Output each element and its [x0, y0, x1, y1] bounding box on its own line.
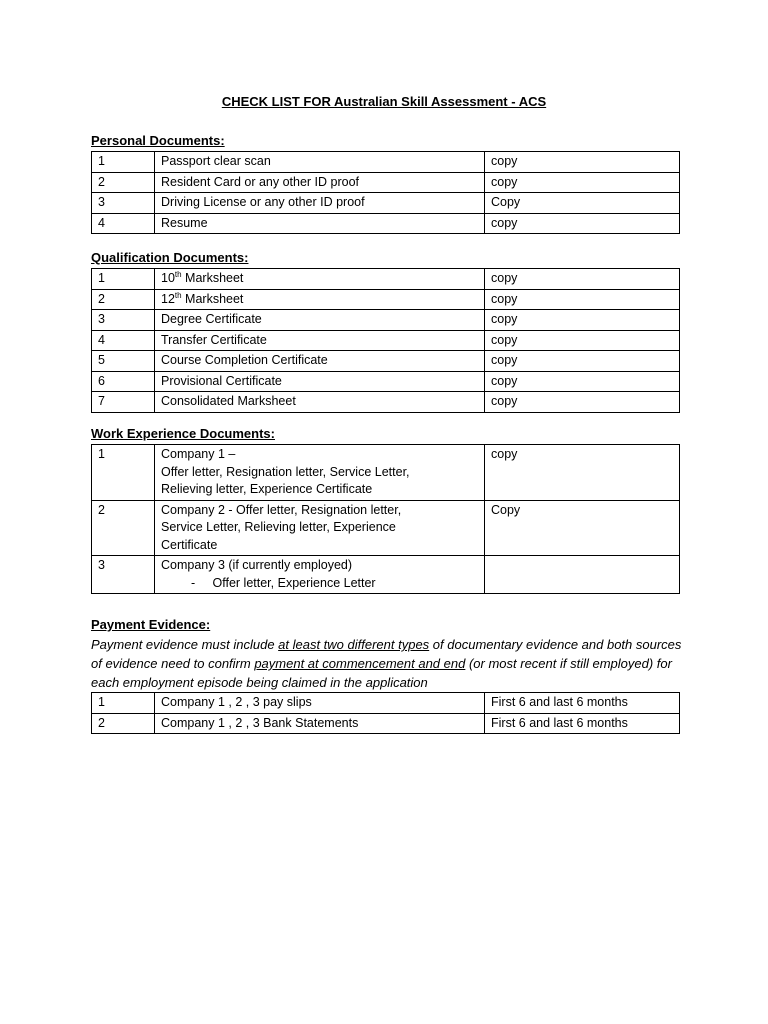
row-status: copy	[485, 392, 680, 413]
qualification-documents-heading: Qualification Documents:	[91, 250, 249, 265]
table-row	[92, 556, 680, 594]
row-item-line: Company 2 - Offer letter, Resignation letter,	[161, 502, 402, 517]
row-item-line: Relieving letter, Experience Certificate	[161, 482, 373, 496]
row-status: copy	[485, 310, 680, 331]
row-status: copy	[485, 371, 680, 392]
row-item	[155, 289, 485, 310]
row-number: 1	[92, 693, 155, 714]
row-item-number: 12	[161, 291, 175, 306]
row-item-number: 10	[161, 271, 175, 285]
row-item	[155, 500, 485, 556]
table-row	[92, 351, 680, 372]
row-status: Copy	[485, 193, 680, 214]
row-number: 4	[92, 213, 155, 234]
payment-evidence-table	[91, 692, 680, 734]
row-item-subline: - Offer letter, Experience Letter	[191, 575, 376, 590]
row-item: Provisional Certificate	[155, 371, 485, 392]
row-status: copy	[485, 213, 680, 234]
row-number: 1	[92, 269, 155, 290]
row-item: Company 1 , 2 , 3 Bank Statements	[155, 713, 485, 734]
row-item: Consolidated Marksheet	[155, 392, 485, 413]
row-number: 4	[92, 330, 155, 351]
row-status: copy	[485, 269, 680, 290]
row-number: 1	[92, 445, 155, 501]
table-row	[92, 213, 680, 234]
table-row	[92, 371, 680, 392]
row-item: Resident Card or any other ID proof	[155, 172, 485, 193]
row-item	[155, 445, 485, 501]
row-item-line: Company 1 –	[161, 447, 236, 461]
row-item-superscript: th	[174, 270, 182, 279]
table-row	[92, 289, 680, 310]
row-number: 3	[92, 556, 155, 594]
row-number: 2	[92, 289, 155, 310]
row-item: Degree Certificate	[155, 310, 485, 331]
work-experience-documents-table	[91, 444, 680, 594]
table-row	[92, 693, 680, 714]
row-item-text: Marksheet	[181, 291, 244, 306]
row-number: 3	[92, 193, 155, 214]
row-status: copy	[485, 351, 680, 372]
row-item-line: Service Letter, Relieving letter, Experience	[161, 520, 396, 534]
table-row	[92, 330, 680, 351]
qualification-documents-table	[91, 268, 680, 413]
row-item: Course Completion Certificate	[155, 351, 485, 372]
payment-text-underlined: at least two different types	[278, 637, 430, 652]
row-status: First 6 and last 6 months	[485, 713, 680, 734]
row-status: copy	[485, 445, 680, 501]
row-number: 2	[92, 172, 155, 193]
row-number: 1	[92, 152, 155, 173]
table-row	[92, 172, 680, 193]
row-item: Driving License or any other ID proof	[155, 193, 485, 214]
row-status: copy	[485, 152, 680, 173]
row-status: copy	[485, 172, 680, 193]
table-row	[92, 152, 680, 173]
row-item: Passport clear scan	[155, 152, 485, 173]
row-number: 7	[92, 392, 155, 413]
row-number: 6	[92, 371, 155, 392]
personal-documents-heading: Personal Documents:	[91, 133, 225, 148]
row-item: Company 1 , 2 , 3 pay slips	[155, 693, 485, 714]
row-status: Copy	[485, 500, 680, 556]
payment-text-part: Payment evidence must include	[91, 637, 279, 652]
row-item-superscript: th	[174, 290, 182, 300]
row-status: copy	[485, 289, 680, 310]
row-item: Transfer Certificate	[155, 330, 485, 351]
row-status: First 6 and last 6 months	[485, 693, 680, 714]
row-number: 3	[92, 310, 155, 331]
row-item-line: Company 3 (if currently employed)	[161, 558, 353, 572]
row-item	[155, 556, 485, 594]
table-row	[92, 500, 680, 556]
table-row	[92, 310, 680, 331]
payment-text-part: of documentary evidence and both sources of evidence need to confirm	[91, 637, 682, 671]
row-number: 2	[92, 500, 155, 556]
row-item-line: Certificate	[161, 537, 218, 552]
personal-documents-table	[91, 151, 680, 234]
work-experience-documents-heading: Work Experience Documents:	[91, 426, 275, 441]
row-item: Resume	[155, 213, 485, 234]
table-row	[92, 713, 680, 734]
row-item	[155, 269, 485, 290]
table-row	[92, 193, 680, 214]
row-number: 5	[92, 351, 155, 372]
row-item-text: Marksheet	[181, 271, 244, 285]
table-row	[92, 445, 680, 501]
row-status	[485, 556, 680, 594]
row-number: 2	[92, 713, 155, 734]
payment-evidence-heading: Payment Evidence:	[91, 617, 211, 632]
row-item-line: Offer letter, Resignation letter, Service Letter,	[161, 464, 410, 479]
page-title: CHECK LIST FOR Australian Skill Assessment - ACS	[221, 94, 547, 109]
payment-text-underlined: payment at commencement and end	[254, 656, 466, 671]
payment-text-part: (or most recent if still employed) for each employment episode being claimed in the application	[91, 656, 672, 690]
table-row	[92, 392, 680, 413]
payment-evidence-text	[91, 635, 691, 692]
row-status: copy	[485, 330, 680, 351]
table-row	[92, 269, 680, 290]
